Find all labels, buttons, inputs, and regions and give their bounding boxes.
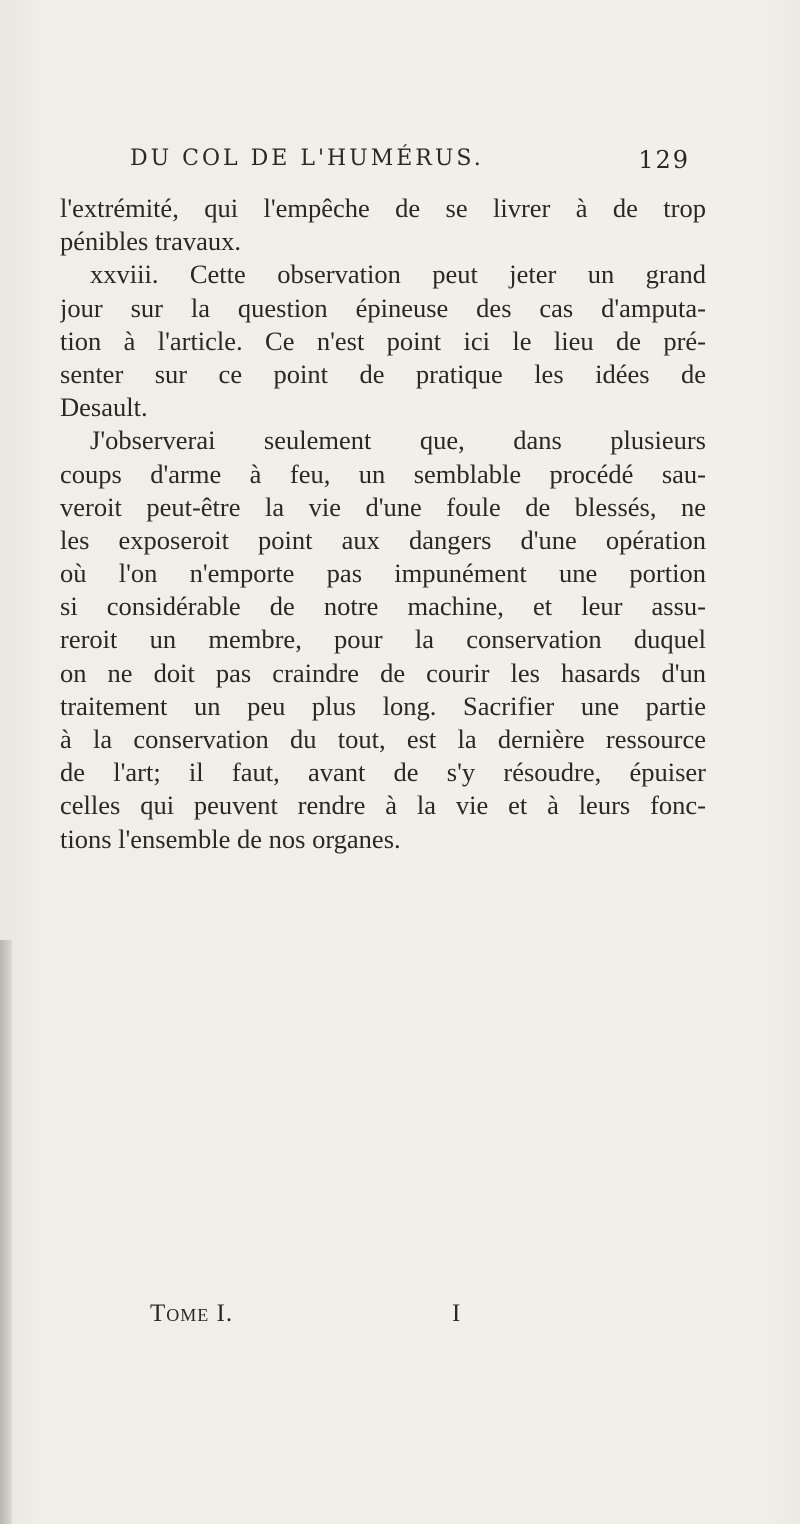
text-line: tions l'ensemble de nos organes.	[60, 823, 401, 854]
text-line: veroit peut-être la vie d'une foule de blessés, ne	[60, 491, 706, 522]
text-line: de l'art; il faut, avant de s'y résoudre, épuiser	[60, 757, 706, 788]
text-line: coups d'arme à feu, un semblable procédé sau-	[60, 458, 706, 489]
body-text	[60, 192, 706, 856]
text-line: tion à l'article. Ce n'est point ici le lieu de pré-	[60, 325, 706, 356]
text-line: où l'on n'emporte pas impunément une portion	[60, 558, 706, 589]
text-line: traitement un peu plus long. Sacrifier une partie	[60, 690, 706, 721]
running-head	[130, 146, 690, 182]
page-number: 129	[638, 146, 690, 174]
page-footer	[150, 1300, 470, 1336]
text-line: Desault.	[60, 392, 148, 423]
text-line: pénibles travaux.	[60, 226, 242, 257]
text-line: si considérable de notre machine, et leur assu-	[60, 591, 706, 622]
text-line: senter sur ce point de pratique les idées de	[60, 358, 706, 389]
text-line: à la conservation du tout, est la dernière ressource	[60, 724, 706, 754]
text-line: les exposeroit point aux dangers d'une opération	[60, 524, 706, 555]
text-line: reroit un membre, pour la conservation duquel	[60, 624, 706, 655]
running-title: DU COL DE L'HUMÉRUS.	[130, 146, 484, 171]
text-line: jour sur la question épineuse des cas d'amputa-	[60, 292, 706, 323]
volume-mark: Tome I.	[150, 1300, 234, 1327]
text-line: J'observerai seulement que, dans plusieurs	[90, 425, 706, 456]
page-binding-shadow	[0, 940, 12, 1524]
text-line: on ne doit pas craindre de courir les hasards d'un	[60, 657, 706, 688]
signature-mark: I	[452, 1300, 461, 1327]
text-line: l'extrémité, qui l'empêche de se livrer à de trop	[60, 193, 706, 223]
text-line: celles qui peuvent rendre à la vie et à leurs fonc-	[60, 790, 706, 821]
text-line: xxviii. Cette observation peut jeter un grand	[90, 259, 706, 290]
